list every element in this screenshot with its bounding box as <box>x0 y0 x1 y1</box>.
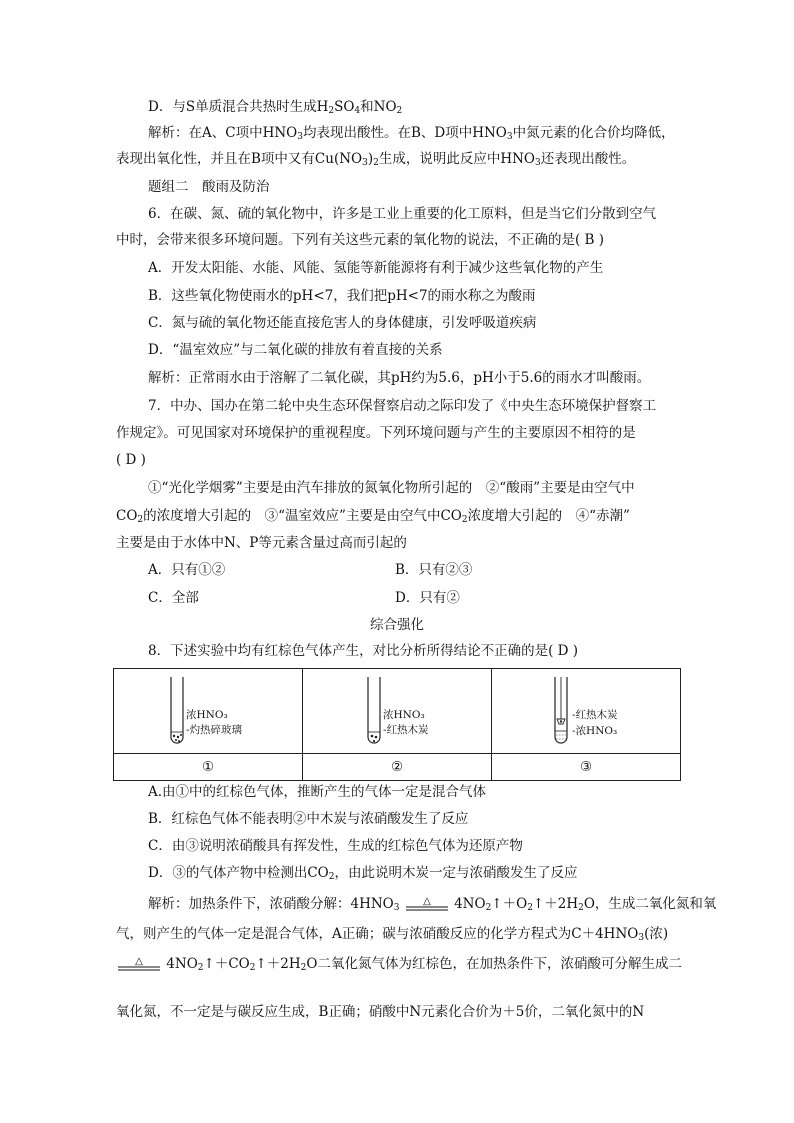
tube-3-label-b-text: 浓HNO₃ <box>575 725 618 737</box>
text-line-l7: A．开发太阳能、水能、风能、氢能等新能源将有利于减少这些氧化物的产生 <box>148 260 604 276</box>
experiment-cell-2 <box>303 669 492 754</box>
tube-2-label-a: 浓HNO₃ <box>383 709 425 721</box>
eq3-rest: ↑＋CO <box>203 956 250 972</box>
text-line-l18: A．只有①② <box>148 562 226 578</box>
section-title: 综合强化 <box>370 617 424 633</box>
experiment-label-2: ② <box>303 754 492 781</box>
text-line-l25: B．红棕色气体不能表明②中木炭与浓硝酸发生了反应 <box>148 811 469 827</box>
experiment-cell-1 <box>114 669 303 754</box>
explanation-line-eq1: 解析：加热条件下，浓硝酸分解：$4HNO_3$ △ $4NO_2↑+O_2↑+2H_2O$，生成二氧化氮和氧 <box>148 895 717 913</box>
text-line-l12: 7．中办、国办在第二轮中央生态环保督察启动之际印发了《中央生态环境保护督察工 <box>148 398 657 414</box>
condition-symbol: △ <box>422 895 431 907</box>
eq1-rest: ↑＋O <box>491 896 528 912</box>
text-line-l8: B．这些氧化物使雨水的pH<7，我们把pH<7的雨水称之为酸雨 <box>148 288 536 304</box>
experiment-label-3: ③ <box>492 754 681 781</box>
eq3-post: 4NO <box>166 956 198 972</box>
eq1-pre: 解析：加热条件下，浓硝酸分解：4HNO <box>148 896 394 912</box>
experiment-cell-3 <box>492 669 681 754</box>
text-line-l11: 解析：正常雨水由于溶解了二氧化碳，其pH约为5.6，pH小于5.6的雨水才叫酸雨。 <box>148 370 651 386</box>
text-line-l26: C．由③说明浓硝酸具有挥发性，生成的红棕色气体为还原产物 <box>148 838 523 854</box>
eq3-rest3: O二氧化氮气体为红棕色，在加热条件下，浓硝酸可分解生成二 <box>306 956 682 972</box>
heat-condition-icon <box>116 956 162 974</box>
eq3-rest2: ↑＋2H <box>255 956 301 972</box>
condition-symbol: △ <box>135 955 143 967</box>
tube-2-label-b: -红热木炭 <box>383 724 429 736</box>
eq2-text: 气，则产生的气体一定是混合气体，A正确；碳与浓硝酸反应的化学方程式为C＋4HNO <box>116 926 639 942</box>
experiment-label-1: ① <box>114 754 303 781</box>
text-line-l4: 题组二 酸雨及防治 <box>148 179 270 195</box>
heat-condition-icon <box>404 896 450 914</box>
explanation-line-eq3: △ $4NO_2↑+CO_2↑+2H_2O$二氧化氮气体为红棕色，在加热条件下，浓硝酸可分解生成二 <box>116 955 682 974</box>
text-line-l1: D．与S单质混合共热时生成$H_2SO_4$和$NO_2$ <box>148 99 403 116</box>
tube-3-label-a-text: 红热木炭 <box>575 709 618 721</box>
eq1-rest2: ↑＋2H <box>532 896 579 912</box>
eq2-tail: (浓) <box>644 926 669 942</box>
text-line-l10: D．“温室效应”与二氧化碳的排放有着直接的关系 <box>148 342 443 358</box>
eq1-post: 4NO <box>454 896 486 912</box>
tube-3-label-b: -浓HNO₃ <box>572 725 618 737</box>
explanation-line-eq2: 气，则产生的气体一定是混合气体，A正确；碳与浓硝酸反应的化学方程式为$C+4HNO_3$(浓) <box>116 926 669 943</box>
text-line-l5: 6．在碳、氮、硫的氧化物中，许多是工业上重要的化工原料，但是当它们分散到空气 <box>148 206 657 222</box>
text-line-l15: ①“光化学烟雾”主要是由汽车排放的氮氧化物所引起的 ②“酸雨”主要是由空气中 <box>148 480 635 496</box>
text-line-l24: A.由①中的红棕色气体，推断产生的气体一定是混合气体 <box>148 784 487 800</box>
text-line-l16: $CO_2$的浓度增大引起的 ③“温室效应”主要是由空气中$CO_2$浓度增大引起的 ④“赤潮” <box>116 508 630 525</box>
text-line-l20: C．全部 <box>148 590 199 606</box>
text-line-l3: 表现出氧化性，并且在B项中又有$Cu(NO_3)_2$生成，说明此反应中$HNO_3$还表现出酸性。 <box>116 151 636 168</box>
tube-1-label-a: 浓HNO₃ <box>186 709 228 721</box>
eq1-rest3: O，生成二氧化氮和氧 <box>583 896 717 912</box>
text-line-l17: 主要是由于水体中N、P等元素含量过高而引起的 <box>116 535 407 551</box>
text-line-l9: C．氮与硫的氧化物还能直接危害人的身体健康，引发呼吸道疾病 <box>148 315 537 331</box>
text-line-l21: D．只有② <box>395 590 460 606</box>
text-line-l19: B．只有②③ <box>395 562 473 578</box>
tube-1-label-b-text: 灼热碎玻璃 <box>189 724 243 736</box>
text-line-l6: 中时，会带来很多环境问题。下列有关这些元素的氧化物的说法，不正确的是( B ) <box>116 232 605 248</box>
text-line-l23: 8．下述实验中均有红棕色气体产生，对比分析所得结论不正确的是( D ) <box>148 643 579 659</box>
explanation-line-eq4: 氧化氮，不一定是与碳反应生成，B正确；硝酸中N元素化合价为＋5价，二氧化氮中的N <box>116 1004 645 1020</box>
text-line-l27: D．③的气体产物中检测出$CO_2$，由此说明木炭一定与浓硝酸发生了反应 <box>148 865 578 882</box>
tube-3-label-a: -红热木炭 <box>572 709 618 721</box>
experiment-table <box>113 668 681 781</box>
text-line-l13: 作规定》。可见国家对环境保护的重视程度。下列环境问题与产生的主要原因不相符的是 <box>116 425 636 441</box>
text-line-l2: 解析：在A、C项中$HNO_3$均表现出酸性。在B、D项中$HNO_3$中氮元素的化合价均降低， <box>148 125 675 142</box>
tube-1-label-b: -灼热碎玻璃 <box>186 724 243 736</box>
text-line-l14: ( D ) <box>116 452 146 468</box>
tube-2-label-b-text: 红热木炭 <box>386 724 429 736</box>
